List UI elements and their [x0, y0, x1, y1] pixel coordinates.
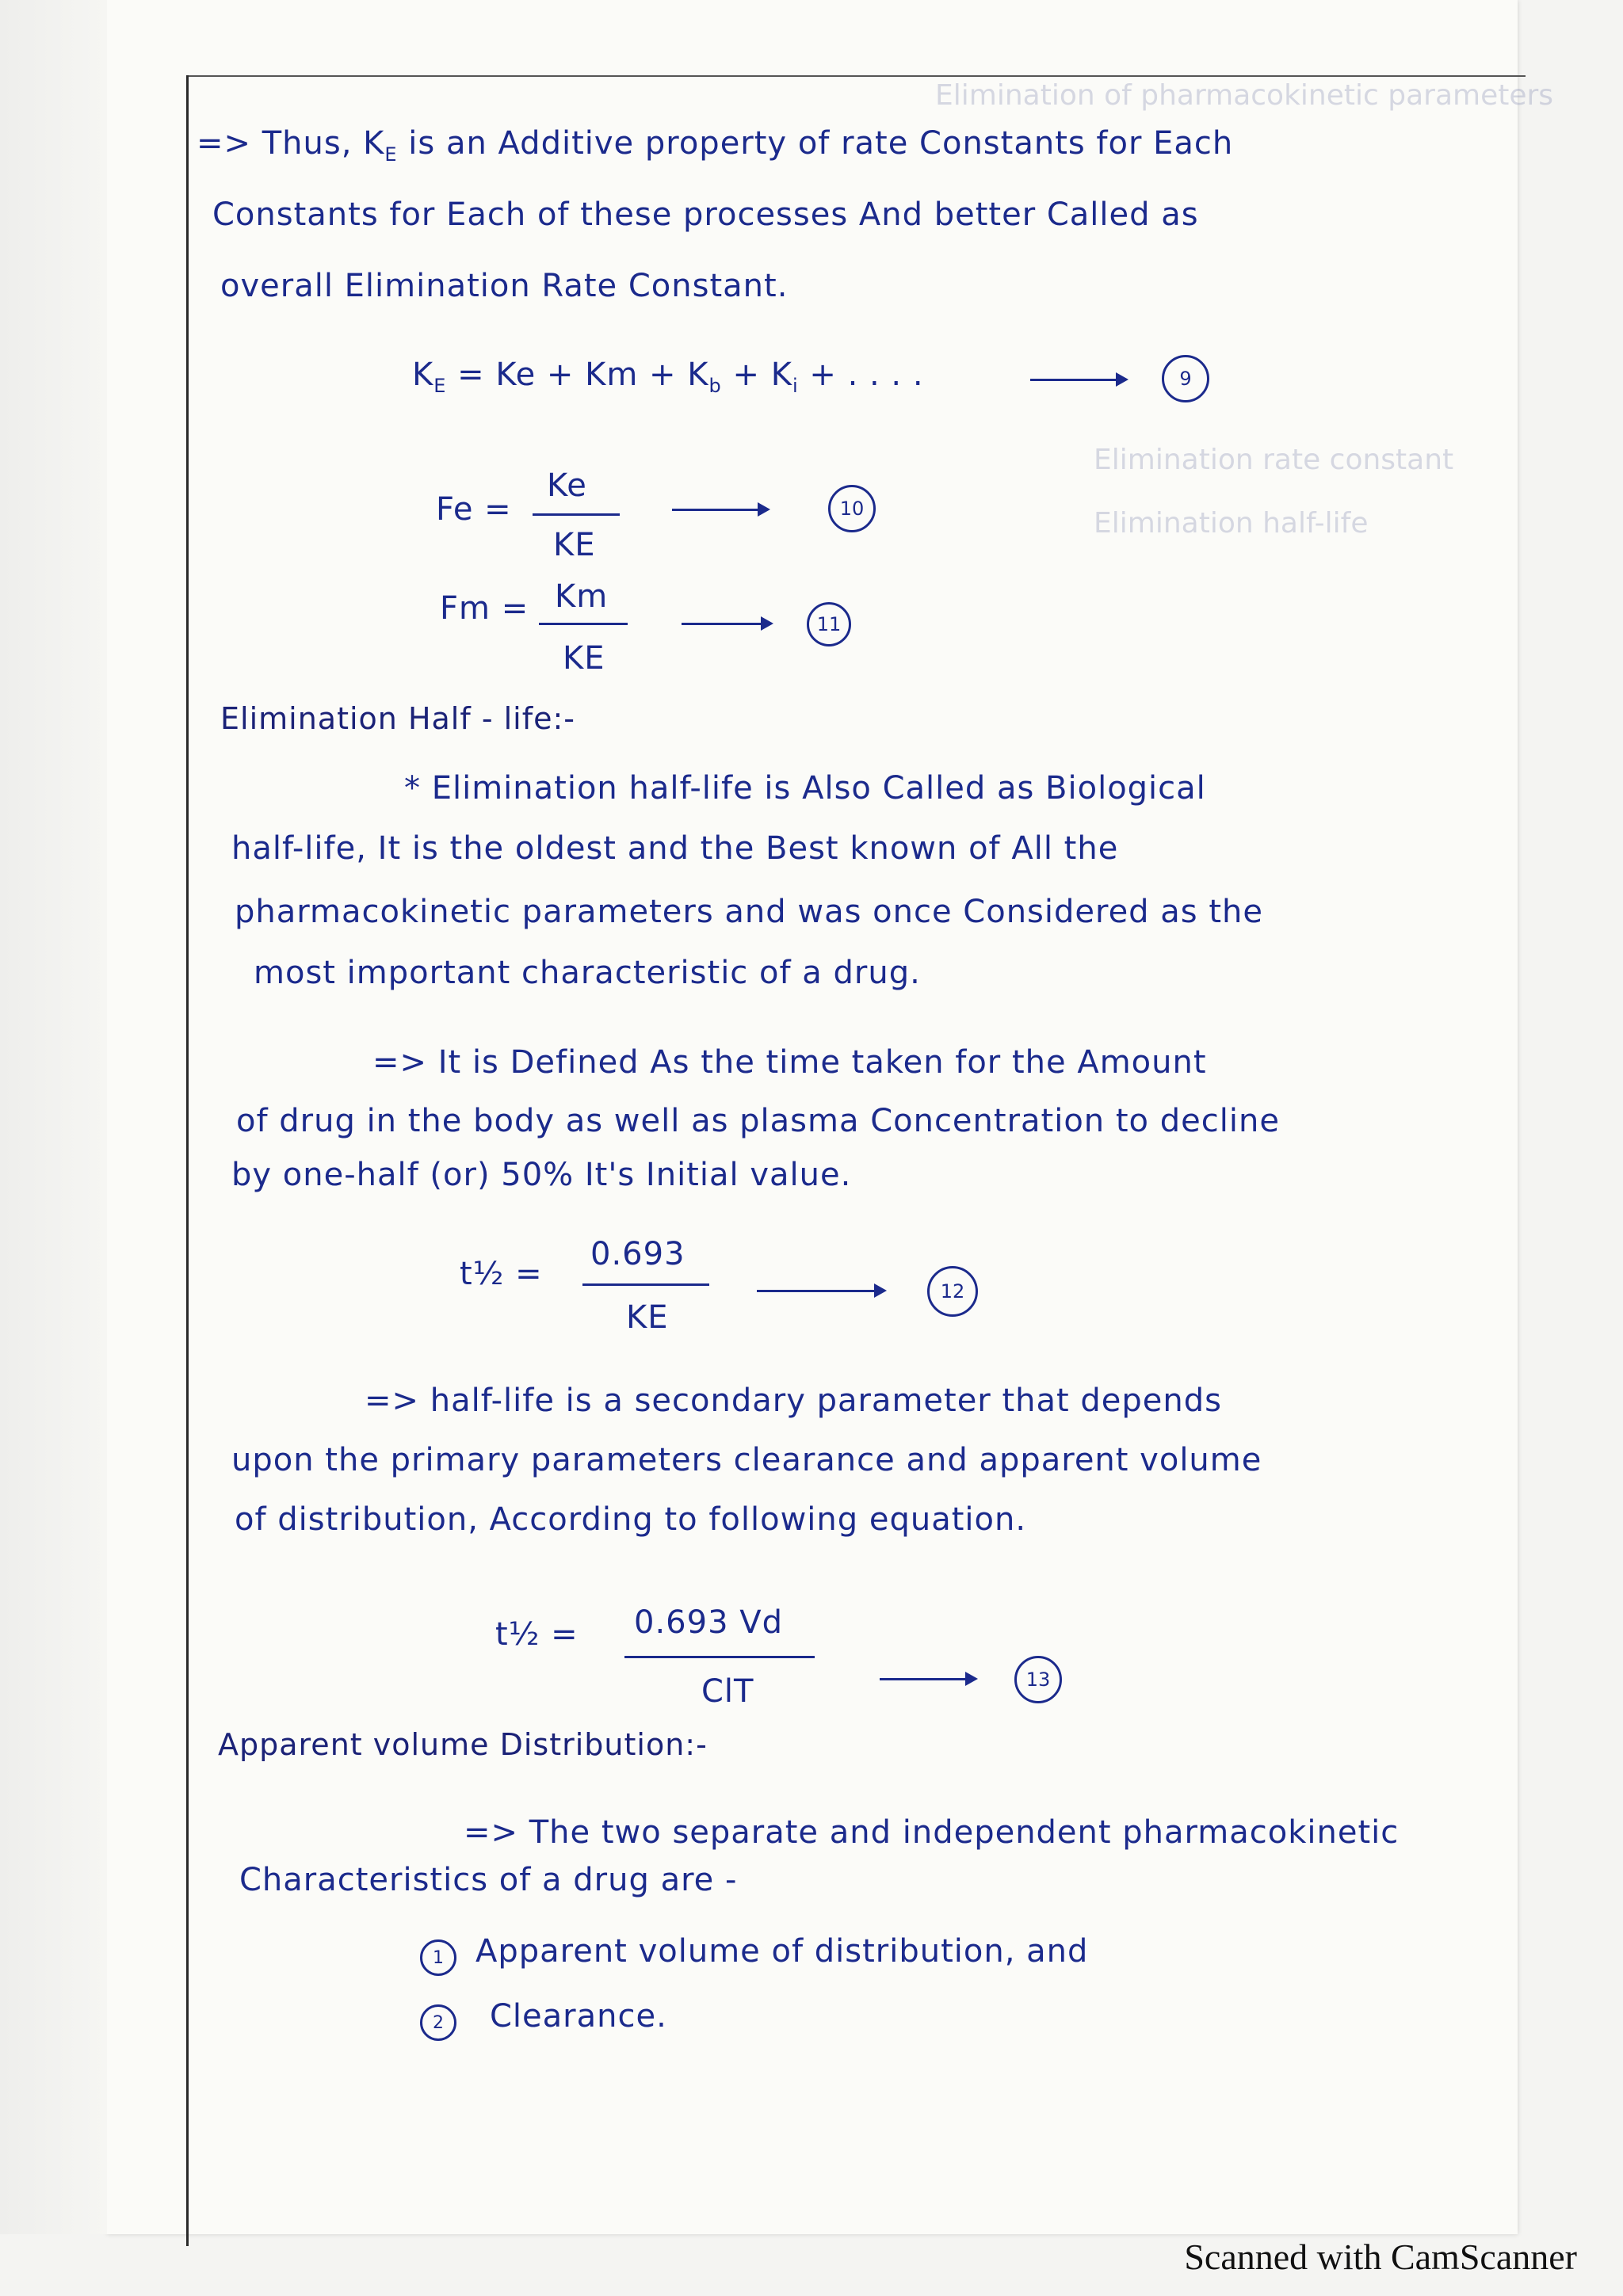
equation-13-denominator: ClT [701, 1673, 754, 1710]
list-number-2: 2 [420, 2004, 456, 2041]
text-line: Characteristics of a drug are - [239, 1862, 738, 1898]
equation-number-11: 11 [807, 602, 851, 646]
equation-number-12: 12 [927, 1266, 978, 1317]
arrow-icon [757, 1290, 884, 1292]
equation-13-numerator: 0.693 Vd [634, 1604, 783, 1641]
show-through-text: Elimination rate constant [1094, 444, 1454, 476]
scanner-watermark: Scanned with CamScanner [1184, 2237, 1577, 2277]
equation-number-9: 9 [1162, 355, 1209, 402]
page-left-edge [0, 0, 107, 2234]
text-line: Constants for Each of these processes And better Called as [212, 196, 1199, 233]
equation-12-numerator: 0.693 [590, 1236, 685, 1272]
text-line: by one-half (or) 50% It's Initial value. [231, 1157, 852, 1193]
equation-12-lhs: t½ = [460, 1256, 543, 1292]
section-heading: Elimination Half - life:- [220, 701, 575, 736]
list-item: Clearance. [490, 1998, 667, 2035]
equation-11-numerator: Km [555, 578, 609, 615]
equation-number-10: 10 [828, 485, 876, 532]
margin-rule [186, 75, 189, 2246]
equation-10-numerator: Ke [547, 467, 587, 504]
text-line: most important characteristic of a drug. [254, 955, 921, 991]
list-number-1: 1 [420, 1939, 456, 1976]
fraction-bar [539, 623, 628, 625]
equation-11-denominator: KE [563, 640, 605, 677]
text-line: upon the primary parameters clearance and apparent volume [231, 1442, 1262, 1478]
fraction-bar [624, 1656, 815, 1658]
text-line: overall Elimination Rate Constant. [220, 268, 789, 304]
list-item: Apparent volume of distribution, and [475, 1933, 1089, 1970]
text-line: => half-life is a secondary parameter that depends [365, 1383, 1222, 1419]
text-line: => Thus, $K_E$ is an Additive property of rate Constants for Each [197, 125, 1234, 166]
text-line: half-life, It is the oldest and the Best known of All the [231, 830, 1119, 867]
equation-13-lhs: t½ = [495, 1616, 579, 1653]
fraction-bar [533, 513, 620, 516]
equation-number-13: 13 [1014, 1656, 1062, 1703]
text-line: pharmacokinetic parameters and was once Considered as the [235, 894, 1263, 930]
show-through-text: Elimination half-life [1094, 507, 1369, 540]
text-line: of distribution, According to following equation. [235, 1501, 1027, 1538]
text-line: => It is Defined As the time taken for the Amount [372, 1044, 1207, 1081]
equation-11-lhs: Fm = [440, 590, 529, 627]
equation-9: $K_E = Ke + Km + K_b + K_i$ + . . . . [412, 357, 924, 397]
equation-10-lhs: Fe = [436, 491, 512, 528]
equation-12-denominator: KE [626, 1299, 669, 1336]
fraction-bar [582, 1283, 709, 1286]
arrow-icon [880, 1678, 975, 1680]
text-line: * Elimination half-life is Also Called as Biological [404, 770, 1206, 807]
text-line: => The two separate and independent pharmacokinetic [464, 1814, 1400, 1851]
arrow-icon [672, 509, 767, 511]
equation-10-denominator: KE [553, 527, 596, 563]
arrow-icon [1030, 379, 1125, 381]
show-through-text: Elimination of pharmacokinetic parameters [935, 79, 1554, 112]
text-line: of drug in the body as well as plasma Concentration to decline [236, 1103, 1280, 1139]
arrow-icon [682, 623, 770, 625]
page-top-rule [186, 75, 1526, 77]
section-heading: Apparent volume Distribution:- [218, 1727, 708, 1762]
